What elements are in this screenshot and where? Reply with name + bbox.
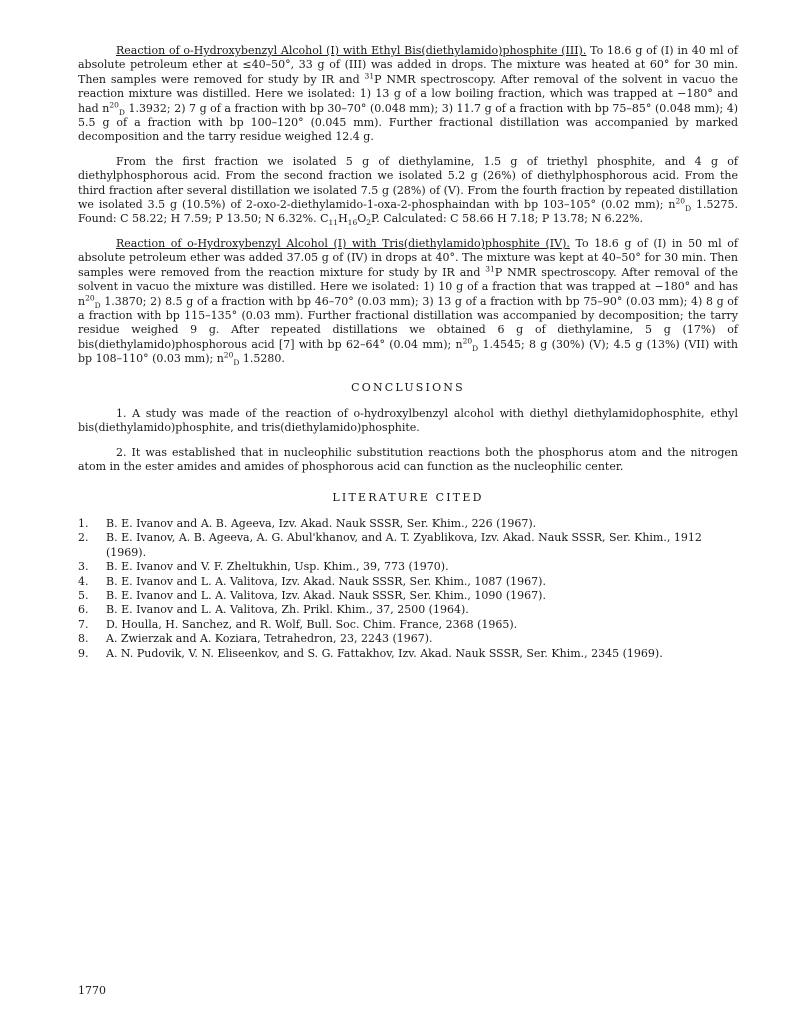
reference-text: B. E. Ivanov, A. B. Ageeva, A. G. Abul'khanov, and A. T. Zyablikova, Izv. Akad. Nauk SSSR, Ser. Khim., 1912 (1969). — [106, 531, 702, 559]
conclusion-item: 2. It was established that in nucleophilic substitution reactions both the phosphorus atom and the nitrogen atom in the ester amides and amides of phosphorous acid can function as the nucleophilic center. — [78, 445, 738, 474]
reference-item — [78, 531, 738, 560]
reference-text: A. N. Pudovik, V. N. Eliseenkov, and S. G. Fattakhov, Izv. Akad. Nauk SSSR, Ser. Khim., 2345 (1969). — [106, 646, 663, 660]
reference-number: 6. — [78, 603, 89, 617]
reference-item — [78, 589, 738, 603]
reference-item — [78, 632, 738, 646]
reference-number: 9. — [78, 646, 89, 660]
literature-heading: LITERATURE CITED — [332, 490, 484, 504]
reference-text: B. E. Ivanov and L. A. Valitova, Zh. Prikl. Khim., 37, 2500 (1964). — [106, 603, 469, 617]
reference-number: 3. — [78, 560, 89, 574]
text-column — [78, 44, 738, 661]
reference-list — [78, 517, 738, 661]
reference-number: 8. — [78, 632, 89, 646]
reference-number: 5. — [78, 589, 89, 602]
reference-text: D. Houlla, H. Sanchez, and R. Wolf, Bull. Soc. Chim. France, 2368 (1965). — [106, 617, 518, 631]
reference-text: B. E. Ivanov and A. B. Ageeva, Izv. Akad. Nauk SSSR, Ser. Khim., 226 (1967). — [106, 516, 537, 530]
reference-number: 2. — [78, 531, 89, 545]
paragraph-fractions: From the first fraction we isolated 5 g of diethylamine, 1.5 g of triethyl phosphite, and 4 g of diethylphosphorous acid. From the second fraction we isolated 5.2 g (26%) of diethylphosphorous acid. From the third fraction after several distillation we isolated 7.5 g (28%) of (V). From the fourth fraction by repeated distillation we isolated 3.5 g (10.5%) of 2-oxo-2-diethylamido-1-oxa-2-phosphaindan with bp 103–105° (0.02 mm); $n^{20}_D$ 1.5275. Found: C 58.22; H 7.59; P 13.50; N 6.32%. $C_{11}H_{16}O_2P$. Calculated: C 58.66 H 7.18; P 13.78; N 6.22%. — [78, 154, 739, 228]
reference-text: A. Zwierzak and A. Koziara, Tetrahedron, 23, 2243 (1967). — [106, 632, 433, 646]
reference-number: 1. — [78, 516, 89, 530]
reference-item — [78, 575, 738, 589]
reference-item — [78, 618, 738, 632]
reference-text: B. E. Ivanov and L. A. Valitova, Izv. Akad. Nauk SSSR, Ser. Khim., 1087 (1967). — [106, 574, 546, 588]
reference-item — [78, 647, 738, 661]
paragraph-reaction-iii: Reaction of o-Hydroxybenzyl Alcohol (I) with Ethyl Bis(diethylamido)phosphite (III). To 18.6 g of (I) in 40 ml of absolute petroleum ether at ≤40–50°, 33 g of (III) was added in drops. The mixture was heated at 60° for 30 min. Then samples were removed for study by IR and $^{31}$P NMR spectroscopy. After removal of the solvent in vacuo the reaction mixture was distilled. Here we isolated: 1) 13 g of a low boiling fraction, which was trapped at −180° and had $n^{20}_D$ 1.3932; 2) 7 g of a fraction with bp 30–70° (0.048 mm); 3) 11.7 g of a fraction with bp 75–85° (0.048 mm); 4) 5.5 g of a fraction with bp 100–120° (0.045 mm). Further fractional distillation was accompanied by marked decomposition and the tarry residue weighed 12.4 g. — [78, 44, 739, 144]
paragraph-title: Reaction of o-Hydroxybenzyl Alcohol (I) with Ethyl Bis(diethylamido)phosphite (III). — [116, 44, 587, 57]
conclusions-heading: CONCLUSIONS — [351, 380, 465, 394]
paragraph-reaction-iv: Reaction of o-Hydroxybenzyl Alcohol (I) with Tris(diethylamido)phosphite (IV). To 18.6 g of (I) in 50 ml of absolute petroleum ether was added 37.05 g of (IV) in drops at 40°. The mixture was kept at 40–50° for 30 min. Then samples were removed from the reaction mixture for study by IR and $^{31}$P NMR spectroscopy. After removal of the solvent in vacuo the mixture was distilled. Here we isolated: 1) 10 g of a fraction that was trapped at −180° and has $n^{20}_D$ 1.3870; 2) 8.5 g of a fraction with bp 46–70° (0.03 mm); 3) 13 g of a fraction with bp 75–90° (0.03 mm); 4) 8 g of a fraction with bp 115–135° (0.03 mm). Further fractional distillation was accompanied by decomposition; the tarry residue weighed 9 g. After repeated distillations we obtained 6 g of diethylamine, 5 g (17%) of bis(diethylamido)phosphorous acid [7] with bp 62–64° (0.04 mm); $n^{20}_D$ 1.4545; 8 g (30%) (V); 4.5 g (13%) (VII) with bp 108–110° (0.03 mm); $n^{20}_D$ 1.5280. — [78, 236, 738, 368]
paragraph-title: Reaction of o-Hydroxybenzyl Alcohol (I) with Tris(diethylamido)phosphite (IV). — [116, 236, 570, 250]
reference-number: 4. — [78, 574, 89, 588]
page-number: 1770 — [78, 984, 106, 997]
reference-text: B. E. Ivanov and V. F. Zheltukhin, Usp. Khim., 39, 773 (1970). — [106, 560, 449, 574]
reference-item — [78, 517, 738, 531]
reference-item — [78, 560, 738, 574]
reference-item — [78, 603, 738, 617]
conclusion-item: 1. A study was made of the reaction of o-hydroxylbenzyl alcohol with diethyl diethylamidophosphite, ethyl bis(diethylamido)phosphite, and tris(diethylamido)phosphite. — [78, 406, 738, 435]
reference-number: 7. — [78, 617, 89, 631]
reference-text: B. E. Ivanov and L. A. Valitova, Izv. Akad. Nauk SSSR, Ser. Khim., 1090 (1967). — [106, 589, 546, 602]
